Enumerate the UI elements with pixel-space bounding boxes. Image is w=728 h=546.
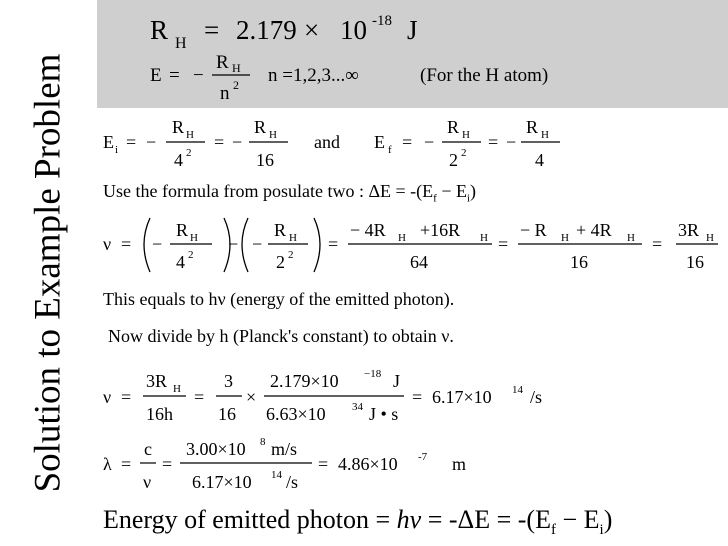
ef-d4: 4 xyxy=(535,150,544,170)
energy-den: n xyxy=(220,83,230,104)
nu-n5-sub: H xyxy=(706,232,714,244)
ef-symbol: E xyxy=(374,132,385,152)
postulate-sub-f: f xyxy=(433,192,437,205)
rydberg-sub: H xyxy=(175,35,187,52)
rydberg-exponent: -18 xyxy=(372,13,392,29)
calc-d3: 6.63×10 xyxy=(266,404,326,424)
calc-n3-sup: −18 xyxy=(364,368,382,380)
nu-d5: 16 xyxy=(686,252,704,272)
nu-n4a: − R xyxy=(520,220,547,240)
nu-d3: 64 xyxy=(410,252,428,272)
ei-d1: 4 xyxy=(174,150,183,170)
rydberg-unit: J xyxy=(407,15,418,45)
lambda-result-unit: m xyxy=(452,454,467,474)
ei-symbol: E xyxy=(103,132,114,152)
final-minus: − E xyxy=(555,505,600,534)
calc-result-sup: 14 xyxy=(512,384,523,396)
calc-d3-sup: 34 xyxy=(352,401,363,413)
calc-d3-unit: J • s xyxy=(369,404,399,424)
calc-n3: 2.179×10 xyxy=(270,371,339,391)
postulate-close: ) xyxy=(470,181,477,201)
nu-eq3: = xyxy=(498,234,509,254)
final-close: ) xyxy=(603,505,613,534)
energy-range: n =1,2,3...∞ xyxy=(268,65,359,86)
nu-eq1: = xyxy=(121,234,132,254)
ei-d2: 16 xyxy=(256,150,274,170)
calc-eq1: = xyxy=(121,387,132,407)
calc-eq2: = xyxy=(194,387,205,407)
ef-sub: f xyxy=(388,144,392,156)
postulate-text: Use the formula from posulate two : ΔE = -(E xyxy=(103,181,434,201)
rydberg-mantissa: 2.179 xyxy=(236,15,297,45)
ef-r4: R xyxy=(526,117,539,137)
ef-r3: R xyxy=(447,117,460,137)
calc-times: × xyxy=(246,387,257,407)
lambda-d1: ν xyxy=(143,472,152,492)
calc-nu: ν xyxy=(103,387,112,407)
calc-n1-sub: H xyxy=(173,383,181,395)
ef-r4-sub: H xyxy=(541,129,549,141)
final-sub-f: f xyxy=(550,522,556,539)
ei-r1-sub: H xyxy=(186,129,194,141)
ei-m1: − xyxy=(146,132,157,152)
energy-minus: − xyxy=(193,65,204,86)
energy-eq: = xyxy=(169,65,180,86)
lambda-eq3: = xyxy=(318,454,329,474)
nu-d2: 2 xyxy=(276,252,285,272)
final-hnu: hν xyxy=(396,505,422,534)
rydberg-eq: = xyxy=(204,15,220,45)
nu-n3a-sub: H xyxy=(398,232,406,244)
and-word: and xyxy=(314,132,340,152)
ef-eq4: = xyxy=(488,132,499,152)
lambda-result-sup: -7 xyxy=(418,451,428,463)
nu-d4: 16 xyxy=(570,252,588,272)
calc-eq3: = xyxy=(412,387,423,407)
nu-n3a: − 4R xyxy=(350,220,386,240)
ei-sub: i xyxy=(115,144,119,156)
final-line xyxy=(103,505,612,539)
rydberg-base: 10 xyxy=(340,15,367,45)
calc-result-unit: /s xyxy=(530,387,543,407)
nu-d2-sup: 2 xyxy=(288,249,294,261)
nu-m1: − xyxy=(152,234,163,254)
nu-r2-sub: H xyxy=(289,232,297,244)
nu-eq2: = xyxy=(328,234,339,254)
nu-n3b-sub: H xyxy=(480,232,488,244)
nu-r1-sub: H xyxy=(190,232,198,244)
calc-d2: 16 xyxy=(218,404,236,424)
final-text: Energy of emitted photon = xyxy=(103,505,391,534)
ef-eq3: = xyxy=(402,132,413,152)
lambda-result: 4.86×10 xyxy=(338,454,398,474)
calc-n1: 3R xyxy=(146,371,168,391)
calc-d1: 16h xyxy=(146,404,173,424)
lambda-eq2: = xyxy=(162,454,173,474)
lambda-d2-unit: /s xyxy=(286,472,299,492)
nu-d1-sup: 2 xyxy=(188,249,194,261)
lambda-n2: 3.00×10 xyxy=(186,439,246,459)
final-sub-i: i xyxy=(599,522,604,539)
ei-d1-sup: 2 xyxy=(186,147,192,159)
postulate-minus: − E xyxy=(441,181,467,201)
final-rest: = -ΔE = -(E xyxy=(421,505,551,534)
nu-n4a-sub: H xyxy=(561,232,569,244)
lambda-n1: c xyxy=(144,439,152,459)
ef-m3: − xyxy=(424,132,435,152)
ei-eq2: = xyxy=(214,132,225,152)
lambda-d2: 6.17×10 xyxy=(192,472,252,492)
postulate-sub-i: i xyxy=(466,192,471,205)
calc-result: 6.17×10 xyxy=(432,387,492,407)
nu-eq4: = xyxy=(652,234,663,254)
side-title-text: Solution to Example Problem xyxy=(27,53,69,493)
calc-n2: 3 xyxy=(224,371,233,391)
ei-m2: − xyxy=(232,132,243,152)
nu-n4b-sub: H xyxy=(627,232,635,244)
lambda-n2-sup: 8 xyxy=(260,436,266,448)
nu-lhs: ν xyxy=(103,234,112,254)
energy-num: R xyxy=(216,52,229,73)
nu-m2: − xyxy=(252,234,263,254)
ei-r2: R xyxy=(254,117,267,137)
energy-den-sup: 2 xyxy=(233,78,239,92)
energy-note: (For the H atom) xyxy=(420,65,549,86)
divide-line: Now divide by h (Planck's constant) to obtain ν. xyxy=(108,326,454,346)
ef-d3-sup: 2 xyxy=(461,147,467,159)
lambda-eq1: = xyxy=(121,454,132,474)
lambda-d2-sup: 14 xyxy=(271,469,282,481)
nu-n5: 3R xyxy=(678,220,700,240)
nu-n4b: + 4R xyxy=(576,220,612,240)
rydberg-times: × xyxy=(304,15,320,45)
nu-r1: R xyxy=(176,220,189,240)
ef-m4: − xyxy=(506,132,517,152)
nu-n3b: +16R xyxy=(420,220,461,240)
nu-r2: R xyxy=(274,220,287,240)
ef-d3: 2 xyxy=(449,150,458,170)
nu-minus-mid: − xyxy=(228,234,239,254)
nu-d1: 4 xyxy=(176,252,185,272)
ef-r3-sub: H xyxy=(462,129,470,141)
rydberg-symbol: R xyxy=(150,15,169,45)
ei-eq1: = xyxy=(126,132,137,152)
energy-num-sub: H xyxy=(232,61,241,75)
ei-r1: R xyxy=(172,117,185,137)
equals-line: This equals to hν (energy of the emitted photon). xyxy=(103,289,455,309)
calc-n3-unit: J xyxy=(393,371,401,391)
lambda-lhs: λ xyxy=(103,454,112,474)
energy-lhs: E xyxy=(150,65,162,86)
ei-r2-sub: H xyxy=(269,129,277,141)
lambda-n2-unit: m/s xyxy=(271,439,298,459)
